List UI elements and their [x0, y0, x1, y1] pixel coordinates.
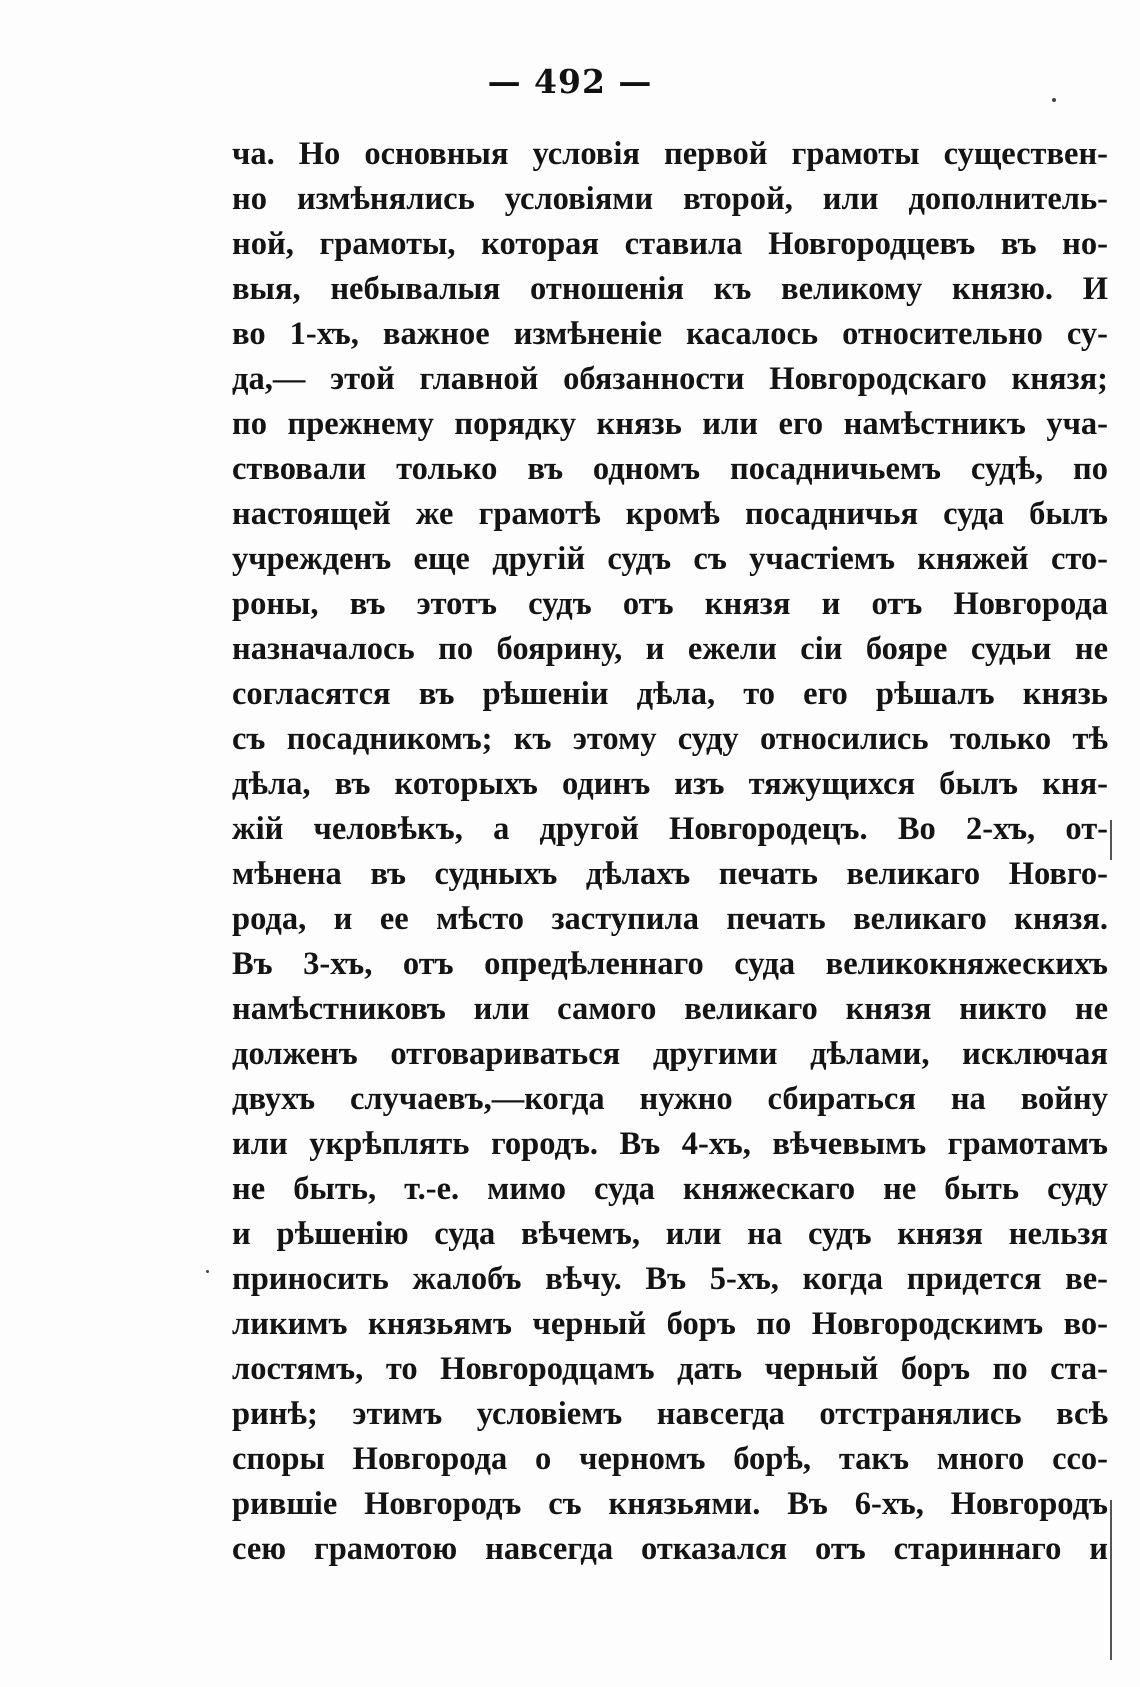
scan-edge-line-upper — [1110, 820, 1112, 860]
text-line: ча. Но основныя условія первой грамоты существен- — [232, 136, 1108, 172]
text-line: Въ 3-хъ, отъ опредѣленнаго суда великокняжескихъ — [232, 946, 1108, 982]
text-line: съ посадникомъ; къ этому суду относились только тѣ — [232, 721, 1108, 757]
text-line: да,— этой главной обязанности Новгородскаго князя; — [232, 361, 1108, 397]
scan-speck — [1052, 98, 1056, 102]
text-line: лостямъ, то Новгородцамъ дать черный боръ по ста- — [232, 1351, 1108, 1387]
text-line: во 1-хъ, важное измѣненіе касалось относительно су- — [232, 316, 1108, 352]
text-line: ринѣ; этимъ условіемъ навсегда отстранялись всѣ — [232, 1396, 1108, 1432]
text-line: не быть, т.-е. мимо суда княжескаго не быть суду — [232, 1171, 1108, 1207]
scan-speck — [206, 1270, 209, 1273]
scan-edge-line-lower — [1110, 1500, 1112, 1660]
text-line: приносить жалобъ вѣчу. Въ 5-хъ, когда придется ве- — [232, 1261, 1108, 1297]
text-line: рода, и ее мѣсто заступила печать великаго князя. — [232, 901, 1108, 937]
text-line: долженъ отговариваться другими дѣлами, исключая — [232, 1036, 1108, 1072]
text-line: выя, небывалыя отношенія къ великому князю. И — [232, 271, 1108, 307]
text-line: двухъ случаевъ,—когда нужно сбираться на войну — [232, 1081, 1108, 1117]
text-line: сею грамотою навсегда отказался отъ стариннаго и — [232, 1531, 1108, 1567]
text-line: мѣнена въ судныхъ дѣлахъ печать великаго Новго- — [232, 856, 1108, 892]
text-line: ной, грамоты, которая ставила Новгородцевъ въ но- — [232, 226, 1108, 262]
text-line: согласятся въ рѣшеніи дѣла, то его рѣшалъ князь — [232, 676, 1108, 712]
text-line: но измѣнялись условіями второй, или дополнитель- — [232, 181, 1108, 217]
text-line: дѣла, въ которыхъ одинъ изъ тяжущихся былъ кня- — [232, 766, 1108, 802]
text-line: или укрѣплять городъ. Въ 4-хъ, вѣчевымъ грамотамъ — [232, 1126, 1108, 1162]
text-line: и рѣшенію суда вѣчемъ, или на судъ князя нельзя — [232, 1216, 1108, 1252]
text-line: ствовали только въ одномъ посадничьемъ судѣ, по — [232, 451, 1108, 487]
text-line: настоящей же грамотѣ кромѣ посадничья суда былъ — [232, 496, 1108, 532]
text-line: роны, въ этотъ судъ отъ князя и отъ Новгорода — [232, 586, 1108, 622]
text-line: назначалось по боярину, и ежели сіи бояре судьи не — [232, 631, 1108, 667]
body-text — [232, 132, 1108, 1572]
text-line: споры Новгорода о черномъ борѣ, такъ много ссо- — [232, 1441, 1108, 1477]
text-line: по прежнему порядку князь или его намѣстникъ уча- — [232, 406, 1108, 442]
text-line: учрежденъ еще другій судъ съ участіемъ княжей сто- — [232, 541, 1108, 577]
text-line: намѣстниковъ или самого великаго князя никто не — [232, 991, 1108, 1027]
text-line: жій человѣкъ, а другой Новгородецъ. Во 2-хъ, от- — [232, 811, 1108, 847]
page-number: — 492 — — [487, 62, 653, 101]
text-line: ликимъ князьямъ черный боръ по Новгородскимъ во- — [232, 1306, 1108, 1342]
text-line: рившіе Новгородъ съ князьями. Въ 6-хъ, Новгородъ — [232, 1486, 1108, 1522]
